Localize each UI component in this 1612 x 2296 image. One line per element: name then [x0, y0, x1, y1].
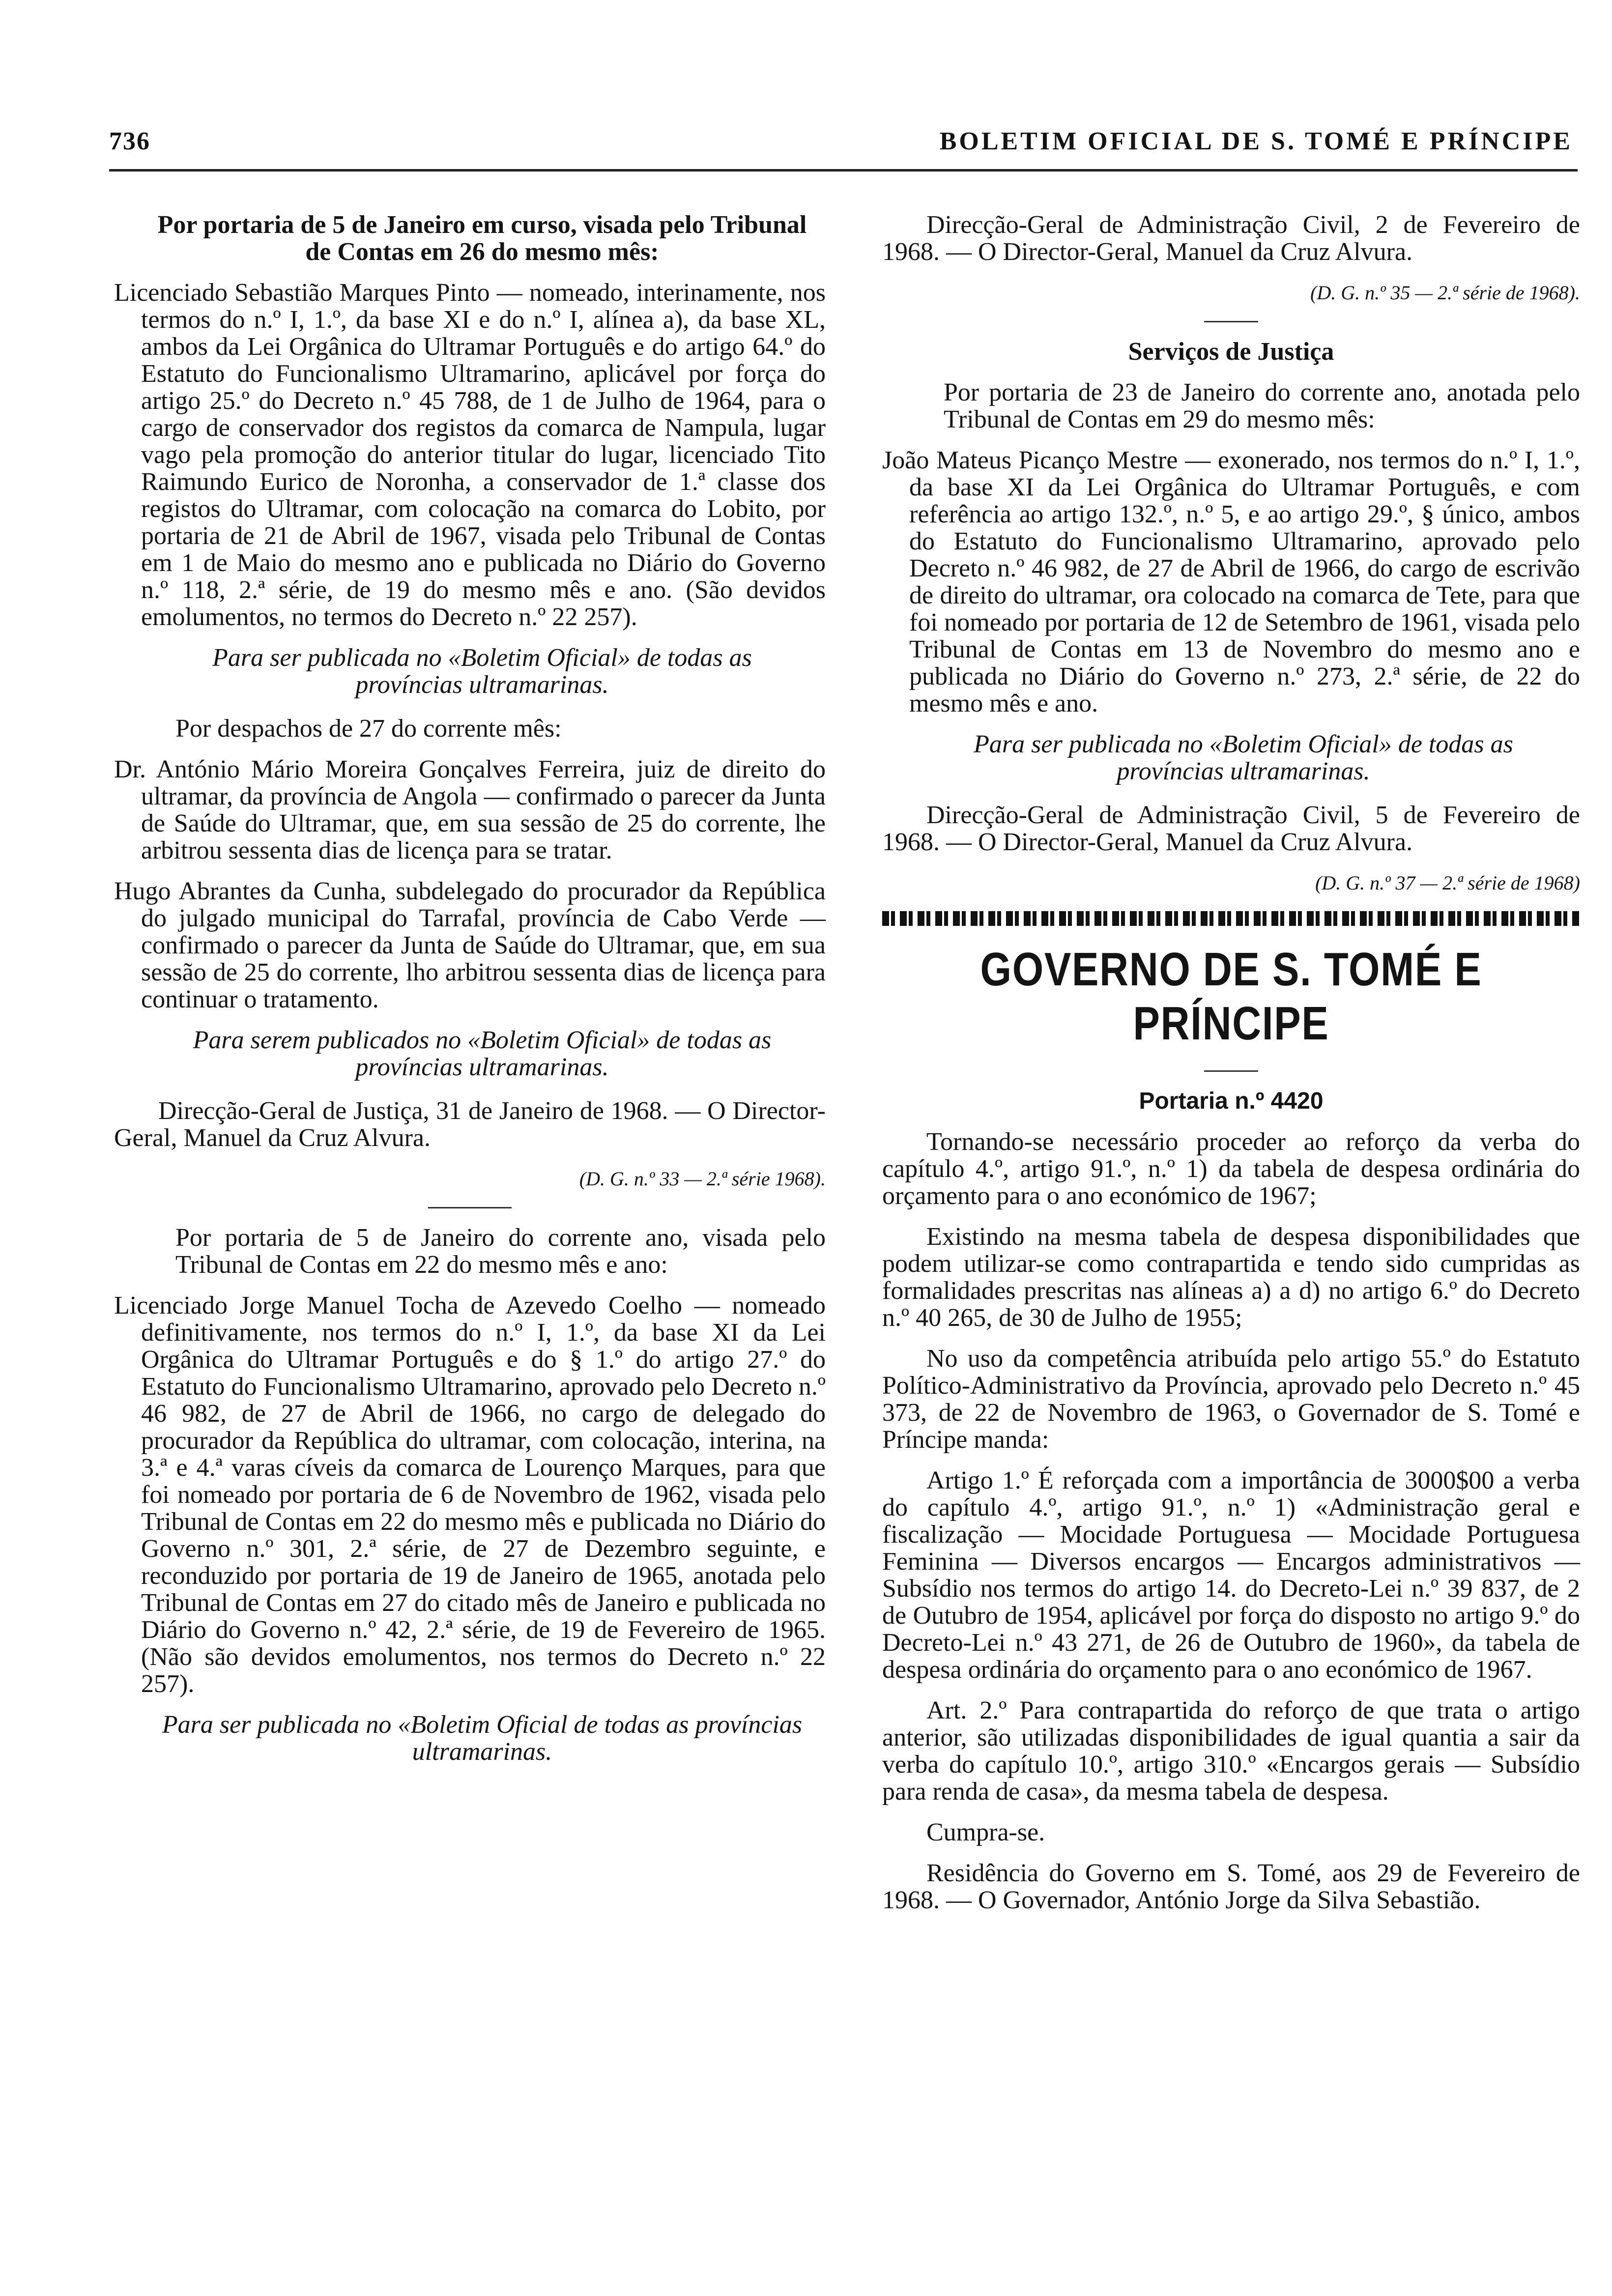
entry-joao-mateus: João Mateus Picanço Mestre — exonerado, nos termos do n.º I, 1.º, da base XI da Lei Orgânica do Ultramar Português, e com referência ao artigo 132.º, n.º 5, e ao artigo 29.º, § único, ambos do Estatuto do Funcionalismo Ultramarino, aprovado pelo Decreto n.º 46 982, de 27 de Abril de 1966, do cargo de escrivão de direito do ultramar, ora colocado na comarca de Tete, para que foi nomeado por portaria de 12 de Setembro de 1961, visada pelo Tribunal de Contas em 13 de Novembro do mesmo ano e publicada no Diário do Governo n.º 273, 2.ª série, de 22 do mesmo mês e ano. — [882, 446, 1580, 718]
intro-portaria-3: Por portaria de 23 de Janeiro do corrente ano, anotada pelo Tribunal de Contas em 29 do mesmo mês: — [944, 378, 1580, 433]
signature-admin-civil-2: Direcção-Geral de Administração Civil, 5 de Fevereiro de 1968. — O Director-Geral, Manuel da Cruz Alvura. — [882, 801, 1580, 856]
right-column — [882, 211, 1580, 1927]
separator-rule — [1204, 1070, 1258, 1072]
ornamental-border — [882, 911, 1580, 926]
portaria-article-2: Art. 2.º Para contrapartida do reforço de que trata o artigo anterior, são utilizadas disponibilidades de igual quantia a sair da verba do capítulo 10.º, artigo 310.º «Encargos gerais — Subsídio para renda de casa», da mesma tabela de despesa. — [882, 1696, 1580, 1806]
page-number: 736 — [109, 127, 150, 155]
portaria-cumpra-se: Cumpra-se. — [926, 1818, 1045, 1846]
signature-admin-civil-1: Direcção-Geral de Administração Civil, 2 de Fevereiro de 1968. — O Director-Geral, Manuel da Cruz Alvura. — [882, 211, 1580, 266]
separator-rule — [1204, 321, 1258, 322]
section-servicos-justica: Serviços de Justiça — [1128, 338, 1334, 366]
reference-dg-35: (D. G. n.º 35 — 2.ª série de 1968). — [1310, 282, 1580, 304]
entry-jorge-manuel: Licenciado Jorge Manuel Tocha de Azevedo Coelho — nomeado definitivamente, nos termos do n.º I, 1.º, da base XI da Lei Orgânica do Ultramar Português e do § 1.º do artigo 27.º do Estatuto do Funcionalismo Ultramarino, aprovado pelo Decreto n.º 46 982, de 27 de Abril de 1966, no cargo de delegado do procurador da República do ultramar, com colocação, interina, na 3.ª e 4.ª varas cíveis da comarca de Lourenço Marques, para que foi nomeado por portaria de 6 de Novembro de 1962, visada pelo Tribunal de Contas em 22 do mesmo mês e publicada no Diário do Governo n.º 301, 2.ª série, de 27 de Dezembro seguinte, e reconduzido por portaria de 19 de Janeiro de 1965, anotada pelo Tribunal de Contas em 27 do citado mês de Janeiro e publicada no Diário do Governo n.º 42, 2.ª série, de 19 de Fevereiro de 1965. (Não são devidos emolumentos, nos termos do Decreto n.º 22 257). — [114, 1292, 826, 1698]
reference-dg-37: (D. G. n.º 37 — 2.ª série de 1968) — [1315, 872, 1580, 894]
publication-note-3: Para ser publicada no «Boletim Oficial de todas as províncias ultramarinas. — [162, 1711, 803, 1766]
publication-note-1: Para ser publicada no «Boletim Oficial» de todas as províncias ultramarinas. — [212, 644, 752, 699]
signature-justica: Direcção-Geral de Justiça, 31 de Janeiro de 1968. — O Director-Geral, Manuel da Cruz Alvura. — [114, 1097, 826, 1152]
publication-note-2: Para serem publicados no «Boletim Oficial» de todas as províncias ultramarinas. — [193, 1026, 772, 1081]
government-title: GOVERNO DE S. TOMÉ E PRÍNCIPE — [980, 943, 1482, 1050]
separator-rule — [428, 1207, 512, 1208]
left-column — [114, 211, 826, 1782]
portaria-paragraph-1: Tornando-se necessário proceder ao reforço da verba do capítulo 4.º, artigo 91.º, n.º 1) da tabela de despesa ordinária do orçamento para o ano económico de 1967; — [882, 1128, 1580, 1210]
portaria-signature: Residência do Governo em S. Tomé, aos 29 de Fevereiro de 1968. — O Governador, António Jorge da Silva Sebastião. — [882, 1859, 1580, 1914]
running-title: BOLETIM OFICIAL DE S. TOMÉ E PRÍNCIPE — [939, 127, 1573, 155]
publication-note-4: Para ser publicada no «Boletim Oficial» de todas as províncias ultramarinas. — [974, 730, 1513, 785]
portaria-paragraph-2: Existindo na mesma tabela de despesa disponibilidades que podem utilizar-se como contrapartida e tendo sido cumpridas as formalidades prescritas nas alíneas a) a d) no artigo 6.º do Decreto n.º 40 265, de 30 de Julho de 1955; — [882, 1223, 1580, 1332]
reference-dg-33: (D. G. n.º 33 — 2.ª série 1968). — [579, 1168, 826, 1190]
portaria-article-1: Artigo 1.º É reforçada com a importância de 3000$00 a verba do capítulo 4.º, artigo 91.º, n.º 1) «Administração geral e fiscalização — Mocidade Portuguesa — Mocidade Portuguesa Feminina — Diversos encargos — Encargos administrativos — Subsídio nos termos do artigo 14. do Decreto-Lei n.º 39 837, de 2 de Outubro de 1954, aplicável por força do disposto no artigo 9.º do Decreto-Lei n.º 43 271, de 26 de Outubro de 1960», da tabela de despesa ordinária do orçamento para o ano económico de 1967. — [882, 1466, 1580, 1684]
intro-portaria-2: Por portaria de 5 de Janeiro do corrente ano, visada pelo Tribunal de Contas em 22 do mesmo mês e ano: — [175, 1224, 826, 1279]
portaria-title: Portaria n.º 4420 — [1139, 1088, 1324, 1114]
portaria-paragraph-3: No uso da competência atribuída pelo artigo 55.º do Estatuto Político-Administrativo da Província, aprovado pelo Decreto n.º 45 373, de 22 de Novembro de 1963, o Governador de S. Tomé e Príncipe manda: — [882, 1345, 1580, 1454]
entry-hugo-abrantes: Hugo Abrantes da Cunha, subdelegado do procurador da República do julgado municipal do Tarrafal, província de Cabo Verde — confirmado o parecer da Junta de Saúde do Ultramar, que, em sua sessão de 25 do corrente, lho arbitrou sessenta dias de licença para continuar o tratamento. — [114, 877, 826, 1013]
intro-portaria-1: Por portaria de 5 de Janeiro em curso, visada pelo Tribunal de Contas em 26 do mesmo mês: — [157, 211, 807, 266]
intro-despachos: Por despachos de 27 do corrente mês: — [175, 715, 562, 743]
entry-antonio-mario: Dr. António Mário Moreira Gonçalves Ferreira, juiz de direito do ultramar, da província de Angola — confirmado o parecer da Junta de Saúde do Ultramar, que, em sua sessão de 25 do corrente, lhe arbitrou sessenta dias de licença para se tratar. — [114, 755, 826, 864]
entry-sebastiao-marques-pinto: Licenciado Sebastião Marques Pinto — nomeado, interinamente, nos termos do n.º I, 1.º, da base XI e do n.º I, alínea a), da base XL, ambos da Lei Orgânica do Ultramar Português e do artigo 64.º do Estatuto do Funcionalismo Ultramarino, aplicável por força do artigo 25.º do Decreto n.º 45 788, de 1 de Julho de 1964, para o cargo de conservador dos registos da comarca de Nampula, lugar vago pela promoção do anterior titular do lugar, licenciado Tito Raimundo Eurico de Noronha, a conservador de 1.ª classe dos registos do Ultramar, com colocação na comarca do Lobito, por portaria de 21 de Abril de 1967, visada pelo Tribunal de Contas em 1 de Maio do mesmo ano e publicada no Diário do Governo n.º 118, 2.ª série, de 19 do mesmo mês e ano. (São devidos emolumentos, no termos do Decreto n.º 22 257). — [114, 279, 826, 631]
page-header — [0, 0, 1612, 177]
header-rule — [109, 169, 1578, 172]
